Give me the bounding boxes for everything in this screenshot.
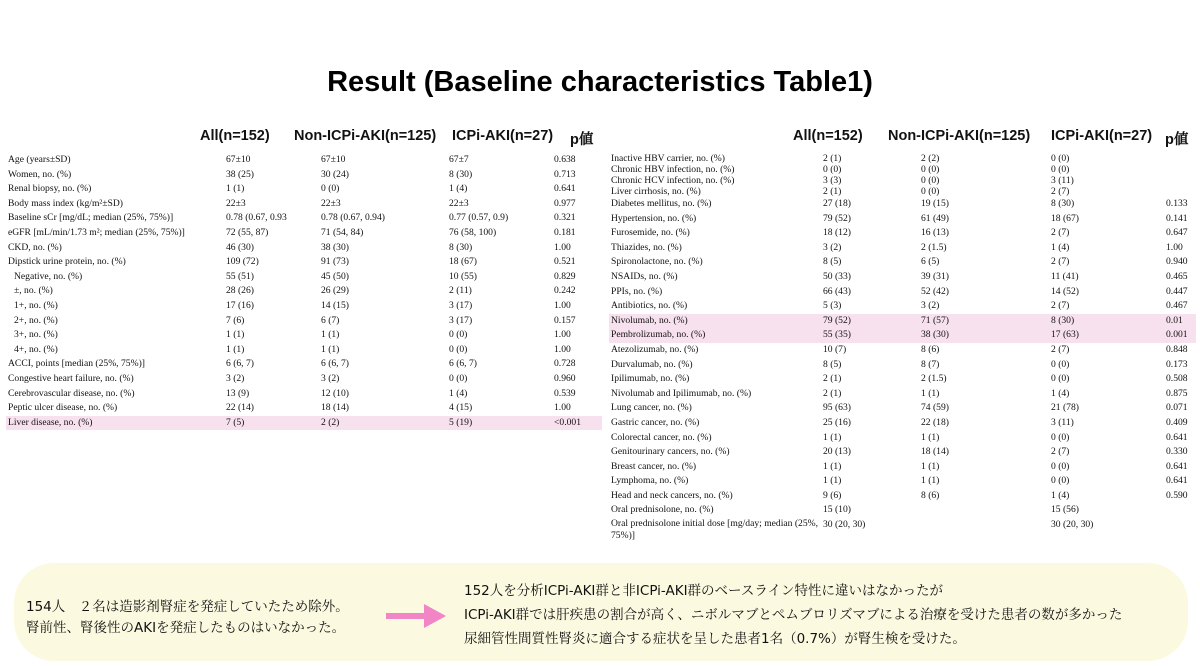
table-row — [6, 197, 602, 212]
row-label: Dipstick urine protein, no. (%) — [8, 256, 126, 268]
table-row — [6, 226, 602, 241]
cell-non-icpi: 1 (1) — [321, 343, 340, 355]
cell-non-icpi: 26 (29) — [321, 285, 349, 297]
table-row — [609, 503, 1196, 518]
table-row — [609, 241, 1196, 256]
table-row — [609, 401, 1196, 416]
cell-all: 38 (25) — [226, 168, 254, 180]
cell-icpi: 17 (63) — [1049, 328, 1164, 343]
cell-non-icpi: 16 (13) — [921, 227, 949, 239]
cell-p-value: 0.728 — [554, 358, 576, 370]
cell-p-value: 0.409 — [1166, 416, 1188, 428]
cell-non-icpi: 74 (59) — [921, 402, 949, 414]
cell-p-value: 1.00 — [554, 343, 571, 355]
cell-all: 9 (6) — [823, 489, 842, 501]
cell-non-icpi: 30 (24) — [321, 168, 349, 180]
row-label: eGFR [mL/min/1.73 m²; median (25%, 75%)] — [8, 226, 185, 238]
cell-non-icpi — [919, 503, 1049, 518]
table-row — [609, 372, 1196, 387]
row-label: Diabetes mellitus, no. (%) — [611, 198, 712, 209]
table-row — [609, 445, 1196, 460]
row-label: Body mass index (kg/m²±SD) — [8, 197, 124, 209]
cell-p-value — [1164, 518, 1196, 548]
row-label: Chronic HCV infection, no. (%) — [611, 175, 735, 186]
table-row — [609, 416, 1196, 431]
row-label: Durvalumab, no. (%) — [611, 358, 693, 370]
table-row — [6, 182, 602, 197]
cell-p-value: 1.00 — [554, 241, 571, 253]
cell-p-value: 0.321 — [554, 212, 576, 224]
row-label: 2+, no. (%) — [14, 314, 58, 326]
cell-all: 6 (6, 7) — [226, 358, 254, 370]
cell-all: 1 (1) — [226, 329, 245, 341]
header-icpi-left: ICPi-AKI(n=27) — [452, 128, 554, 144]
cell-icpi: 2 (7) — [1051, 227, 1070, 239]
header-all-left: All(n=152) — [200, 128, 270, 144]
table-row — [609, 153, 1196, 164]
cell-p-value: 0.157 — [554, 314, 576, 326]
cell-icpi: 1 (4) — [1051, 489, 1070, 501]
cell-all: 28 (26) — [226, 285, 254, 297]
cell-non-icpi: 2 (1.5) — [921, 373, 947, 385]
cell-non-icpi: 1 (1) — [921, 387, 940, 399]
row-label: Atezolizumab, no. (%) — [611, 343, 699, 355]
cell-non-icpi: 19 (15) — [921, 198, 949, 209]
table-row — [6, 343, 602, 358]
cell-icpi: 4 (15) — [449, 402, 473, 414]
cell-non-icpi: 18 (14) — [921, 446, 949, 458]
row-label: Nivolumab and Ipilimumab, no. (%) — [611, 387, 752, 399]
table-row — [6, 328, 602, 343]
row-label: Genitourinary cancers, no. (%) — [611, 446, 730, 458]
header-icpi-right: ICPi-AKI(n=27) — [1051, 128, 1153, 144]
cell-p-value: 0.242 — [554, 285, 576, 297]
row-label: Negative, no. (%) — [14, 270, 83, 282]
cell-p-value: 0.330 — [1166, 446, 1188, 458]
cell-icpi: 8 (30) — [1051, 198, 1075, 209]
cell-icpi: 3 (11) — [1051, 416, 1074, 428]
cell-p-value: 0.447 — [1166, 285, 1188, 297]
cell-icpi: 8 (30) — [1049, 314, 1164, 329]
cell-non-icpi: 0.78 (0.67, 0.94) — [321, 212, 385, 224]
cell-non-icpi: 0 (0) — [321, 183, 340, 195]
cell-p-value — [1164, 164, 1196, 175]
cell-icpi: 2 (7) — [1051, 446, 1070, 458]
cell-p-value: 0.071 — [1166, 402, 1188, 414]
row-label: 4+, no. (%) — [14, 343, 58, 355]
cell-non-icpi: 3 (2) — [321, 372, 340, 384]
cell-non-icpi: 22 (18) — [921, 416, 949, 428]
cell-p-value: 0.875 — [1166, 387, 1188, 399]
table-row — [6, 255, 602, 270]
cell-p-value: 0.641 — [1166, 460, 1188, 472]
cell-all: 1 (1) — [823, 460, 842, 472]
cell-non-icpi: 2 (1.5) — [921, 241, 947, 253]
baseline-table-right — [609, 153, 1196, 548]
table-row — [609, 186, 1196, 197]
cell-p-value: 0.977 — [554, 197, 576, 209]
cell-all: 10 (7) — [823, 343, 847, 355]
cell-icpi: 2 (7) — [1051, 186, 1070, 197]
cell-all: 20 (13) — [823, 446, 851, 458]
cell-icpi: 0 (0) — [1051, 358, 1070, 370]
cell-icpi: 1 (4) — [1051, 241, 1070, 253]
cell-all: 0 (0) — [823, 164, 842, 175]
table-row — [6, 299, 602, 314]
table-row — [609, 164, 1196, 175]
cell-p-value: 1.00 — [554, 329, 571, 341]
cell-non-icpi: 1 (1) — [921, 475, 940, 487]
cell-icpi: 3 (17) — [449, 314, 473, 326]
cell-all: 3 (2) — [226, 372, 245, 384]
cell-non-icpi: 45 (50) — [321, 270, 349, 282]
cell-non-icpi: 0 (0) — [921, 186, 940, 197]
cell-non-icpi: 12 (10) — [321, 387, 349, 399]
cell-p-value: 0.848 — [1166, 343, 1188, 355]
cell-all: 55 (35) — [821, 328, 919, 343]
cell-p-value: 0.467 — [1166, 300, 1188, 312]
cell-icpi: 67±7 — [449, 154, 469, 165]
row-label: Oral prednisolone initial dose [mg/day; median (25%, 75%)] — [611, 518, 819, 542]
cell-non-icpi: 67±10 — [321, 154, 346, 165]
exclusion-note — [26, 597, 349, 639]
cell-all: 25 (16) — [823, 416, 851, 428]
table-row — [6, 416, 602, 431]
cell-icpi: 5 (19) — [447, 416, 552, 431]
cell-p-value: 1.00 — [554, 402, 571, 414]
cell-all: 109 (72) — [226, 256, 259, 268]
row-label: Antibiotics, no. (%) — [611, 300, 688, 312]
header-non-icpi-right: Non-ICPi-AKI(n=125) — [888, 128, 1031, 144]
cell-p-value: 0.133 — [1166, 198, 1188, 209]
table-row — [6, 372, 602, 387]
cell-p-value: 0.647 — [1166, 227, 1188, 239]
cell-icpi: 3 (11) — [1051, 175, 1074, 186]
table-row — [609, 474, 1196, 489]
cell-p-value: 0.173 — [1166, 358, 1188, 370]
table-row — [6, 387, 602, 402]
cell-non-icpi — [919, 518, 1049, 548]
cell-all: 2 (1) — [823, 373, 842, 385]
table-row — [609, 314, 1196, 329]
row-label: Gastric cancer, no. (%) — [611, 416, 700, 428]
cell-non-icpi: 38 (30) — [321, 241, 349, 253]
cell-non-icpi: 18 (14) — [321, 402, 349, 414]
cell-icpi: 0 (0) — [1051, 164, 1070, 175]
cell-icpi: 0.77 (0.57, 0.9) — [449, 212, 509, 224]
cell-p-value: <0.001 — [552, 416, 602, 431]
row-label: Breast cancer, no. (%) — [611, 460, 697, 472]
cell-all: 79 (52) — [821, 314, 919, 329]
cell-all: 2 (1) — [823, 186, 842, 197]
cell-all: 2 (1) — [823, 387, 842, 399]
cell-all: 72 (55, 87) — [226, 226, 269, 238]
row-label: Lung cancer, no. (%) — [611, 402, 692, 414]
cell-all: 1 (1) — [823, 475, 842, 487]
cell-icpi: 2 (7) — [1051, 256, 1070, 268]
row-label: Hypertension, no. (%) — [611, 212, 697, 224]
table-row — [6, 270, 602, 285]
row-label: 3+, no. (%) — [14, 329, 58, 341]
cell-all: 8 (5) — [823, 256, 842, 268]
row-label: ACCI, points [median (25%, 75%)] — [8, 358, 145, 370]
cell-all: 50 (33) — [823, 270, 851, 282]
cell-p-value — [1164, 186, 1196, 197]
row-label: Head and neck cancers, no. (%) — [611, 489, 733, 501]
cell-p-value: 1.00 — [554, 299, 571, 311]
row-label: Furosemide, no. (%) — [611, 227, 690, 239]
summary-note-line: 152人を分析ICPi-AKI群と非ICPi-AKI群のベースライン特性に違いはなかったが — [464, 583, 943, 599]
row-label: Pembrolizumab, no. (%) — [609, 328, 821, 343]
row-label: Nivolumab, no. (%) — [609, 314, 821, 329]
cell-icpi: 2 (7) — [1051, 300, 1070, 312]
cell-all: 8 (5) — [823, 358, 842, 370]
cell-all: 66 (43) — [823, 285, 851, 297]
exclusion-note-line: 154人 ２名は造影剤腎症を発症していたため除外。 — [26, 599, 349, 615]
cell-all: 22±3 — [226, 197, 246, 209]
cell-non-icpi: 71 (54, 84) — [321, 226, 364, 238]
cell-all: 2 (1) — [823, 153, 842, 164]
cell-all: 0.78 (0.67, 0.93 — [226, 212, 287, 224]
cell-icpi: 2 (7) — [1051, 343, 1070, 355]
cell-non-icpi: 6 (5) — [921, 256, 940, 268]
table-row — [6, 401, 602, 416]
cell-icpi: 10 (55) — [449, 270, 477, 282]
table-row — [6, 168, 602, 183]
row-label: Renal biopsy, no. (%) — [8, 183, 92, 195]
cell-p-value: 0.829 — [554, 270, 576, 282]
summary-note — [464, 579, 1122, 651]
cell-non-icpi: 14 (15) — [321, 299, 349, 311]
cell-all: 13 (9) — [226, 387, 250, 399]
cell-all: 7 (6) — [226, 314, 245, 326]
table-row — [609, 226, 1196, 241]
header-non-icpi-left: Non-ICPi-AKI(n=125) — [294, 128, 437, 144]
cell-icpi: 0 (0) — [1051, 460, 1070, 472]
cell-icpi: 18 (67) — [1051, 212, 1079, 224]
cell-p-value: 0.465 — [1166, 270, 1188, 282]
table-row — [609, 328, 1196, 343]
cell-non-icpi: 0 (0) — [921, 164, 940, 175]
cell-p-value: 0.940 — [1166, 256, 1188, 268]
cell-all: 79 (52) — [823, 212, 851, 224]
cell-p-value: 0.638 — [554, 154, 576, 165]
baseline-table-left — [6, 153, 602, 430]
cell-all: 3 (3) — [823, 175, 842, 186]
table-row — [609, 175, 1196, 186]
cell-icpi: 3 (17) — [449, 299, 473, 311]
cell-icpi: 11 (41) — [1051, 270, 1079, 282]
cell-non-icpi: 2 (2) — [319, 416, 447, 431]
cell-icpi: 6 (6, 7) — [449, 358, 477, 370]
table-row — [609, 285, 1196, 300]
table-row — [609, 489, 1196, 504]
table-row — [609, 343, 1196, 358]
cell-non-icpi: 3 (2) — [921, 300, 940, 312]
exclusion-note-line: 腎前性、腎後性のAKIを発症したものはいなかった。 — [26, 620, 346, 636]
header-p-left: p値 — [570, 132, 594, 148]
table-row — [6, 153, 602, 168]
cell-p-value: 0.641 — [1166, 431, 1188, 443]
table-row — [6, 241, 602, 256]
cell-icpi: 30 (20, 30) — [1051, 519, 1094, 531]
table-row — [609, 431, 1196, 446]
cell-non-icpi: 52 (42) — [921, 285, 949, 297]
cell-p-value: 0.960 — [554, 372, 576, 384]
cell-icpi: 1 (4) — [1051, 387, 1070, 399]
cell-non-icpi: 22±3 — [321, 197, 341, 209]
cell-icpi: 0 (0) — [449, 343, 468, 355]
cell-non-icpi: 61 (49) — [921, 212, 949, 224]
cell-p-value: 0.001 — [1164, 328, 1196, 343]
table-row — [6, 211, 602, 226]
cell-all: 18 (12) — [823, 227, 851, 239]
cell-icpi: 0 (0) — [1051, 431, 1070, 443]
row-label: Cerebrovascular disease, no. (%) — [8, 387, 135, 399]
cell-p-value: 0.641 — [554, 183, 576, 195]
cell-all: 1 (1) — [823, 431, 842, 443]
cell-p-value: 0.539 — [554, 387, 576, 399]
cell-p-value — [1164, 153, 1196, 164]
cell-icpi: 21 (78) — [1051, 402, 1079, 414]
row-label: CKD, no. (%) — [8, 241, 62, 253]
cell-non-icpi: 1 (1) — [321, 329, 340, 341]
table-row — [6, 284, 602, 299]
row-label: Ipilimumab, no. (%) — [611, 373, 690, 385]
cell-all: 3 (2) — [823, 241, 842, 253]
cell-icpi: 0 (0) — [1051, 373, 1070, 385]
cell-p-value: 0.641 — [1166, 475, 1188, 487]
table-row — [6, 314, 602, 329]
row-label: Colorectal cancer, no. (%) — [611, 431, 712, 443]
cell-non-icpi: 8 (6) — [921, 343, 940, 355]
row-label: Thiazides, no. (%) — [611, 241, 682, 253]
cell-icpi: 2 (11) — [449, 285, 472, 297]
cell-all: 7 (5) — [224, 416, 319, 431]
cell-icpi: 14 (52) — [1051, 285, 1079, 297]
table-row — [609, 518, 1196, 548]
table-row — [609, 358, 1196, 373]
cell-p-value: 0.521 — [554, 256, 576, 268]
cell-p-value: 1.00 — [1166, 241, 1183, 253]
row-label: Peptic ulcer disease, no. (%) — [8, 402, 118, 414]
row-label: Women, no. (%) — [8, 168, 72, 180]
row-label: Oral prednisolone, no. (%) — [611, 504, 714, 516]
cell-all: 67±10 — [226, 154, 251, 165]
row-label: Inactive HBV carrier, no. (%) — [611, 153, 725, 164]
row-label: ±, no. (%) — [14, 285, 53, 297]
summary-note-line: ICPi-AKI群では肝疾患の割合が高く、ニボルマブとペムブロリズマブによる治療を受けた患者の数が多かった — [464, 607, 1123, 623]
cell-icpi: 18 (67) — [449, 256, 477, 268]
table-row — [609, 197, 1196, 212]
table-row — [609, 270, 1196, 285]
row-label: Age (years±SD) — [8, 154, 71, 165]
cell-all: 5 (3) — [823, 300, 842, 312]
cell-all: 30 (20, 30) — [823, 519, 866, 531]
row-label: Chronic HBV infection, no. (%) — [611, 164, 735, 175]
table-row — [609, 299, 1196, 314]
right-arrow-icon — [384, 596, 448, 636]
cell-non-icpi: 8 (7) — [921, 358, 940, 370]
cell-p-value: 0.713 — [554, 168, 576, 180]
cell-icpi: 22±3 — [449, 197, 469, 209]
cell-icpi: 0 (0) — [449, 372, 468, 384]
cell-non-icpi: 38 (30) — [919, 328, 1049, 343]
row-label: Liver cirrhosis, no. (%) — [611, 186, 701, 197]
row-label: Spironolactone, no. (%) — [611, 256, 703, 268]
cell-icpi: 1 (4) — [449, 183, 468, 195]
cell-all: 55 (51) — [226, 270, 254, 282]
cell-icpi: 0 (0) — [1051, 153, 1070, 164]
cell-p-value: 0.181 — [554, 226, 576, 238]
cell-p-value — [1164, 175, 1196, 186]
cell-icpi: 76 (58, 100) — [449, 226, 497, 238]
cell-all: 17 (16) — [226, 299, 254, 311]
cell-non-icpi: 1 (1) — [921, 460, 940, 472]
cell-all: 1 (1) — [226, 183, 245, 195]
cell-all: 1 (1) — [226, 343, 245, 355]
cell-non-icpi: 39 (31) — [921, 270, 949, 282]
cell-p-value: 0.141 — [1166, 212, 1188, 224]
table-row — [609, 387, 1196, 402]
cell-non-icpi: 2 (2) — [921, 153, 940, 164]
table-row — [609, 212, 1196, 227]
cell-all: 95 (63) — [823, 402, 851, 414]
cell-non-icpi: 0 (0) — [921, 175, 940, 186]
table-row — [609, 460, 1196, 475]
cell-p-value: 0.508 — [1166, 373, 1188, 385]
cell-icpi: 8 (30) — [449, 241, 473, 253]
cell-all: 22 (14) — [226, 402, 254, 414]
slide-title: Result (Baseline characteristics Table1) — [327, 66, 873, 98]
cell-non-icpi: 8 (6) — [921, 489, 940, 501]
summary-note-line: 尿細管性間質性腎炎に適合する症状を呈した患者1名（0.7%）が腎生検を受けた。 — [464, 631, 966, 647]
table-row — [6, 357, 602, 372]
table-row — [609, 255, 1196, 270]
header-all-right: All(n=152) — [793, 128, 863, 144]
cell-non-icpi: 6 (7) — [321, 314, 340, 326]
cell-icpi: 8 (30) — [449, 168, 473, 180]
header-p-right: p値 — [1165, 132, 1189, 148]
cell-p-value: 0.590 — [1166, 489, 1188, 501]
row-label: PPIs, no. (%) — [611, 285, 663, 297]
row-label: Baseline sCr [mg/dL; median (25%, 75%)] — [8, 212, 174, 224]
cell-icpi: 1 (4) — [449, 387, 468, 399]
cell-p-value: 0.01 — [1164, 314, 1196, 329]
cell-all: 27 (18) — [823, 198, 851, 209]
cell-icpi: 0 (0) — [1051, 475, 1070, 487]
cell-non-icpi: 6 (6, 7) — [321, 358, 349, 370]
row-label: Liver disease, no. (%) — [6, 416, 224, 431]
cell-non-icpi: 71 (57) — [919, 314, 1049, 329]
row-label: NSAIDs, no. (%) — [611, 270, 678, 282]
cell-non-icpi: 1 (1) — [921, 431, 940, 443]
cell-icpi: 15 (56) — [1051, 504, 1079, 516]
cell-icpi: 0 (0) — [449, 329, 468, 341]
cell-all: 46 (30) — [226, 241, 254, 253]
row-label: Congestive heart failure, no. (%) — [8, 372, 134, 384]
row-label: Lymphoma, no. (%) — [611, 475, 689, 487]
cell-all: 15 (10) — [823, 504, 851, 516]
row-label: 1+, no. (%) — [14, 299, 58, 311]
cell-non-icpi: 91 (73) — [321, 256, 349, 268]
cell-p-value — [1164, 503, 1196, 518]
